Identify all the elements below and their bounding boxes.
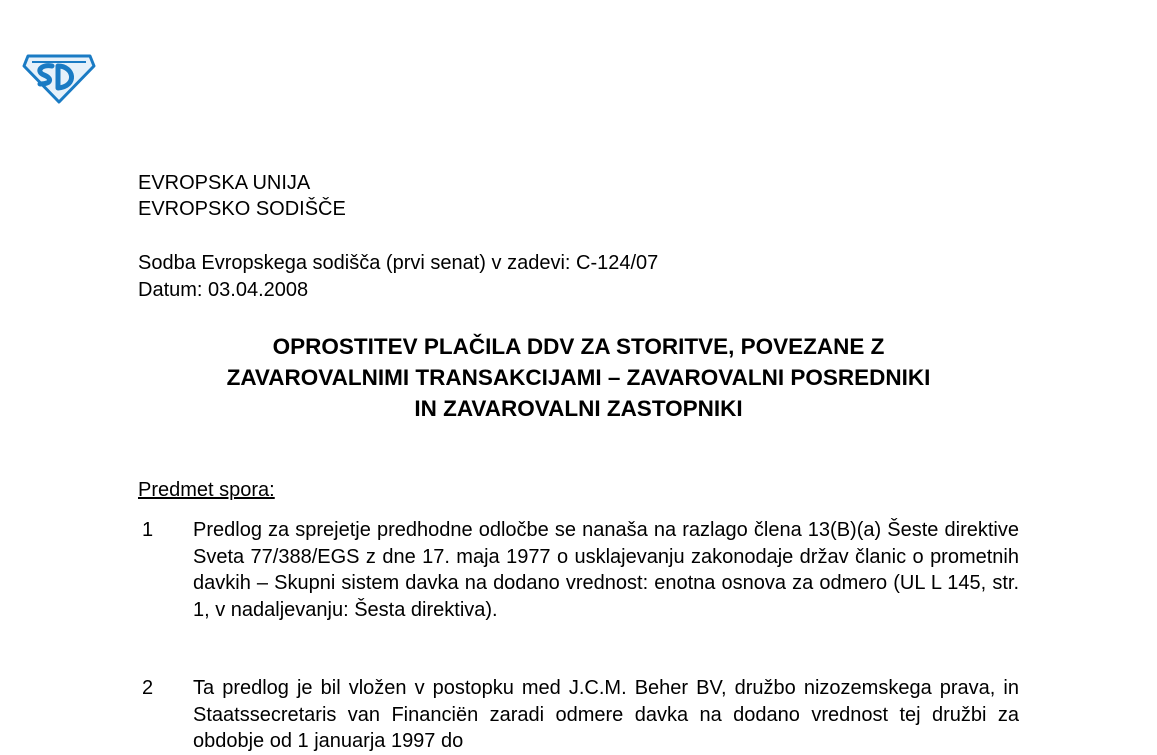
paragraph-number: 2 xyxy=(142,677,154,699)
document-title-line-3: IN ZAVAROVALNI ZASTOPNIKI xyxy=(414,396,743,421)
header-eu: EVROPSKA UNIJA xyxy=(138,172,311,194)
case-reference: Sodba Evropskega sodišča (prvi senat) v zadevi: C-124/07 xyxy=(138,252,659,274)
sd-shield-logo-icon xyxy=(22,50,96,104)
header-court: EVROPSKO SODIŠČE xyxy=(138,198,346,220)
judgment-date: Datum: 03.04.2008 xyxy=(138,279,309,301)
paragraph-1 xyxy=(138,517,1019,623)
paragraph-number: 1 xyxy=(142,519,154,541)
document-title-line-1: OPROSTITEV PLAČILA DDV ZA STORITVE, POVEZANE Z xyxy=(272,334,885,359)
paragraph-text: Predlog za sprejetje predhodne odločbe se nanaša na razlago člena 13(B)(a) Šeste direktive Sveta 77/388/EGS z dne 17. maja 1977 o usklajevanju zakonodaje držav članic o prometnih davkih – Skupni sistem davka na dodano vrednost: enotna osnova za odmero (UL L 145, str. 1, v nadaljevanju: Šesta direktiva). xyxy=(193,519,1019,621)
document-title-line-2: ZAVAROVALNIMI TRANSAKCIJAMI – ZAVAROVALNI POSREDNIKI xyxy=(226,365,931,390)
section-heading: Predmet spora: xyxy=(138,479,275,501)
paragraph-text: Ta predlog je bil vložen v postopku med J.C.M. Beher BV, družbo nizozemskega prava, in Staatssecretaris van Financiën zaradi odmere davka na dodano vrednost tej družbi za obdobje od 1 januarja 1997 do xyxy=(193,677,1019,752)
